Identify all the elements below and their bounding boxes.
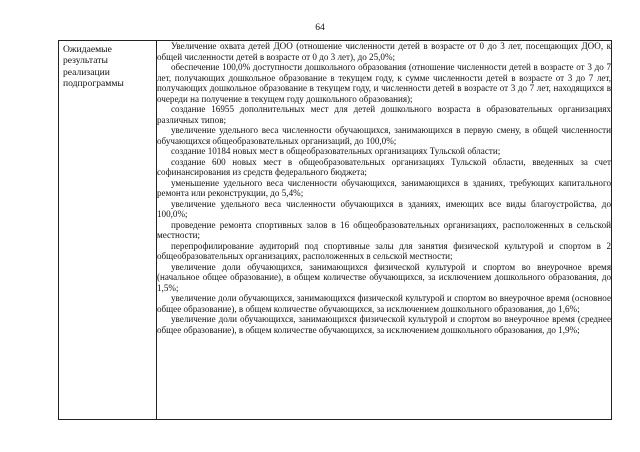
page-number: 64 [315, 23, 325, 33]
result-paragraph-4: увеличение удельного веса численности обучающихся, занимающихся в первую смену, в общей численности обучающихся общеобразовательных организаций, до 100,0%; [157, 125, 611, 146]
row-content-cell [157, 41, 612, 420]
result-paragraph-1: Увеличение охвата детей ДОО (отношение численности детей в возрасте от 0 до 3 лет, посещающих ДОО, к общей численности детей в возрасте от 0 до 3 лет), до 25,0%; [157, 41, 611, 62]
result-paragraph-10: перепрофилирование аудиторий под спортивные залы для занятия физической культурой и спортом в 2 общеобразовательных организациях, расположенных в сельской местности; [157, 240, 611, 261]
program-table [58, 40, 612, 420]
table-row [59, 41, 612, 420]
result-paragraph-11: увеличение доли обучающихся, занимающихся физической культурой и спортом во внеурочное время (начальное общее образование), в общем количестве обучающихся, за исключением дошкольного образования, до 1,5%; [157, 261, 611, 293]
result-paragraph-12: увеличение доли обучающихся, занимающихся физической культурой и спортом во внеурочное время (основное общее образование), в общем количестве обучающихся, за исключением дошкольного образования, до 1,6%; [157, 293, 611, 314]
row-label-cell [59, 41, 157, 420]
row-label: Ожидаемые результаты реализации подпрограммы [63, 44, 124, 90]
result-paragraph-2: обеспечение 100,0% доступности дошкольного образования (отношение численности детей в возрасте от 3 до 7 лет, получающих дошкольное образование в текущем году, к сумме численности детей в возрасте от 3 до 7 лет, получающих дошкольное образование в текущем году, и численности детей в возрасте от 3 до 7 лет, находящихся в очереди на получение в текущем году дошкольного образования); [157, 62, 611, 104]
result-paragraph-7: уменьшение удельного веса численности обучающихся, занимающихся в зданиях, требующих капитального ремонта или реконструкции, до 5,4%; [157, 177, 611, 198]
result-paragraph-6: создание 600 новых мест в общеобразовательных организациях Тульской области, введенных за счет софинансирования из средств федерального бюджета; [157, 156, 611, 177]
result-paragraph-5: создание 10184 новых мест в общеобразовательных организациях Тульской области; [171, 146, 501, 156]
result-paragraph-13: увеличение доли обучающихся, занимающихся физической культурой и спортом во внеурочное время (среднее общее образование), в общем количестве обучающихся, за исключением дошкольного образования, до 1,9%; [157, 314, 611, 335]
result-paragraph-9: проведение ремонта спортивных залов в 16 общеобразовательных организациях, расположенных в сельской местности; [157, 219, 611, 240]
result-paragraph-3: создание 16955 дополнительных мест для детей дошкольного возраста в образовательных организациях различных типов; [157, 104, 611, 125]
result-paragraph-8: увеличение удельного веса численности обучающихся в зданиях, имеющих все виды благоустройства, до 100,0%; [157, 198, 611, 219]
